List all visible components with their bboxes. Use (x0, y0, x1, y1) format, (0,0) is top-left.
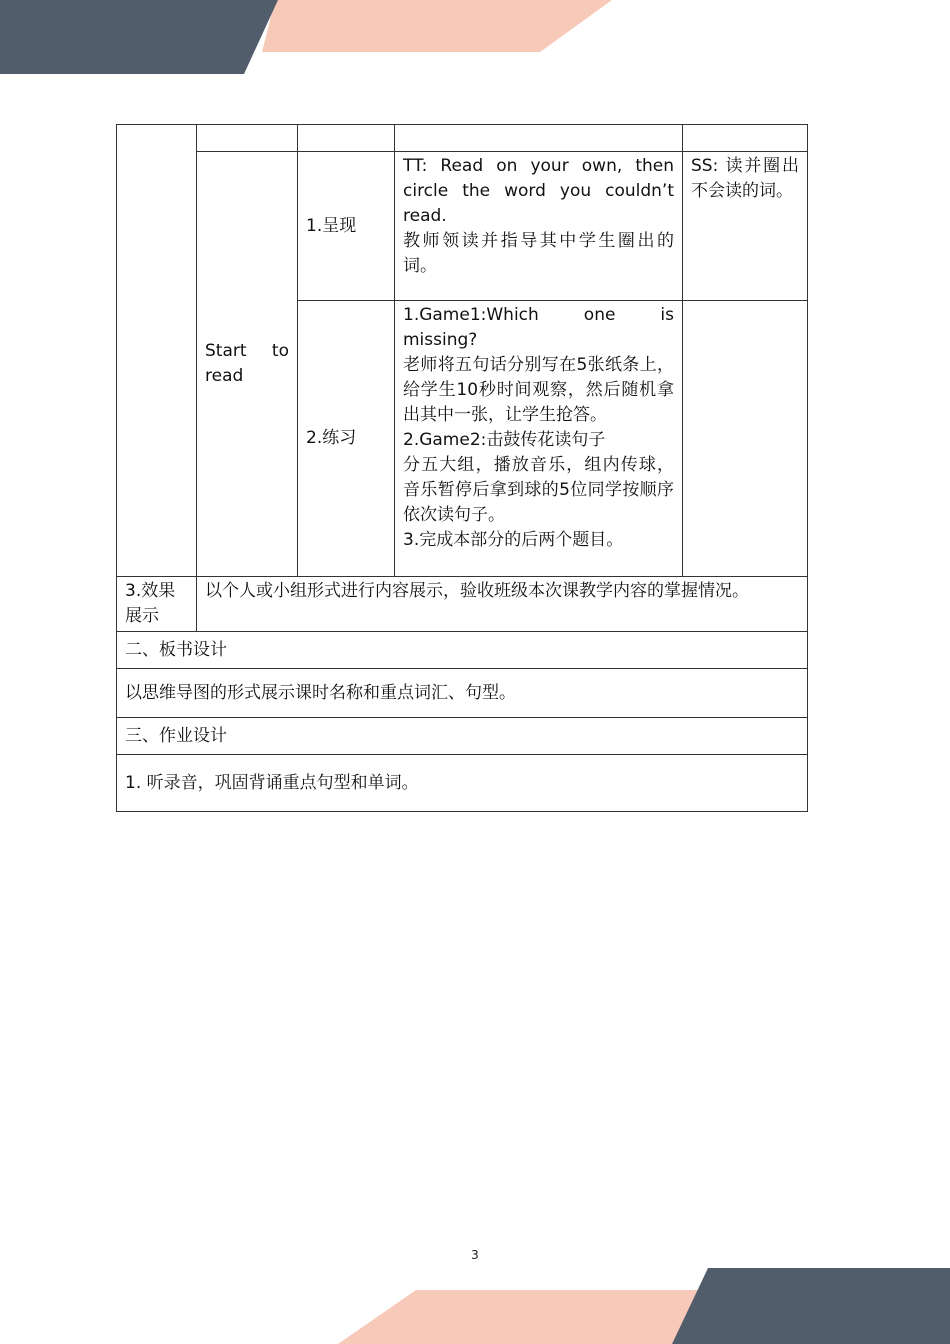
table-row-homework-heading (117, 718, 808, 755)
lesson-plan-table (116, 124, 808, 812)
homework-content: 1. 听录音，巩固背诵重点句型和单词。 (117, 755, 808, 812)
board-heading: 二、板书设计 (117, 632, 808, 669)
header-dark-shape (0, 0, 278, 74)
game1-desc: 老师将五句话分别写在5张纸条上，给学生10秒时间观察，然后随机拿出其中一张，让学生抢答。 (403, 355, 674, 425)
table-row-board-content (117, 669, 808, 718)
effect-content: 以个人或小组形式进行内容展示，验收班级本次课教学内容的掌握情况。 (197, 577, 808, 632)
present-students: SS: 读并圈出不会读的词。 (683, 152, 808, 301)
practice-activity (395, 301, 683, 577)
table-row-present (117, 152, 808, 301)
practice-step: 2.练习 (298, 301, 395, 577)
page-number: 3 (471, 1248, 479, 1262)
footer-dark-shape (672, 1268, 950, 1344)
game2-desc: 分五大组，播放音乐，组内传球，音乐暂停后拿到球的5位同学按顺序依次读句子。 (403, 455, 674, 525)
board-content: 以思维导图的形式展示课时名称和重点词汇、句型。 (117, 669, 808, 718)
present-teacher-en: TT: Read on your own, then circle the word you couldn’t read. (403, 156, 674, 226)
present-step: 1.呈现 (298, 152, 395, 301)
task3: 3.完成本部分的后两个题目。 (403, 530, 624, 550)
present-teacher-cn: 教师领读并指导其中学生圈出的词。 (403, 231, 674, 276)
footer-peach-shape (338, 1290, 712, 1344)
footer-decoration (0, 1260, 950, 1344)
stage-label: Start to read (197, 152, 298, 577)
header-decoration (0, 0, 950, 80)
present-activity (395, 152, 683, 301)
table-row-board-heading (117, 632, 808, 669)
game1-title: 1.Game1:Which one is missing? (403, 305, 674, 350)
table-row-effect (117, 577, 808, 632)
table-row-homework-content (117, 755, 808, 812)
game2-title: 2.Game2:击鼓传花读句子 (403, 430, 606, 450)
homework-heading: 三、作业设计 (117, 718, 808, 755)
table-row-top (117, 125, 808, 152)
effect-label: 3.效果展示 (117, 577, 197, 632)
empty-left-cell (117, 125, 197, 577)
header-peach-shape (262, 0, 612, 52)
